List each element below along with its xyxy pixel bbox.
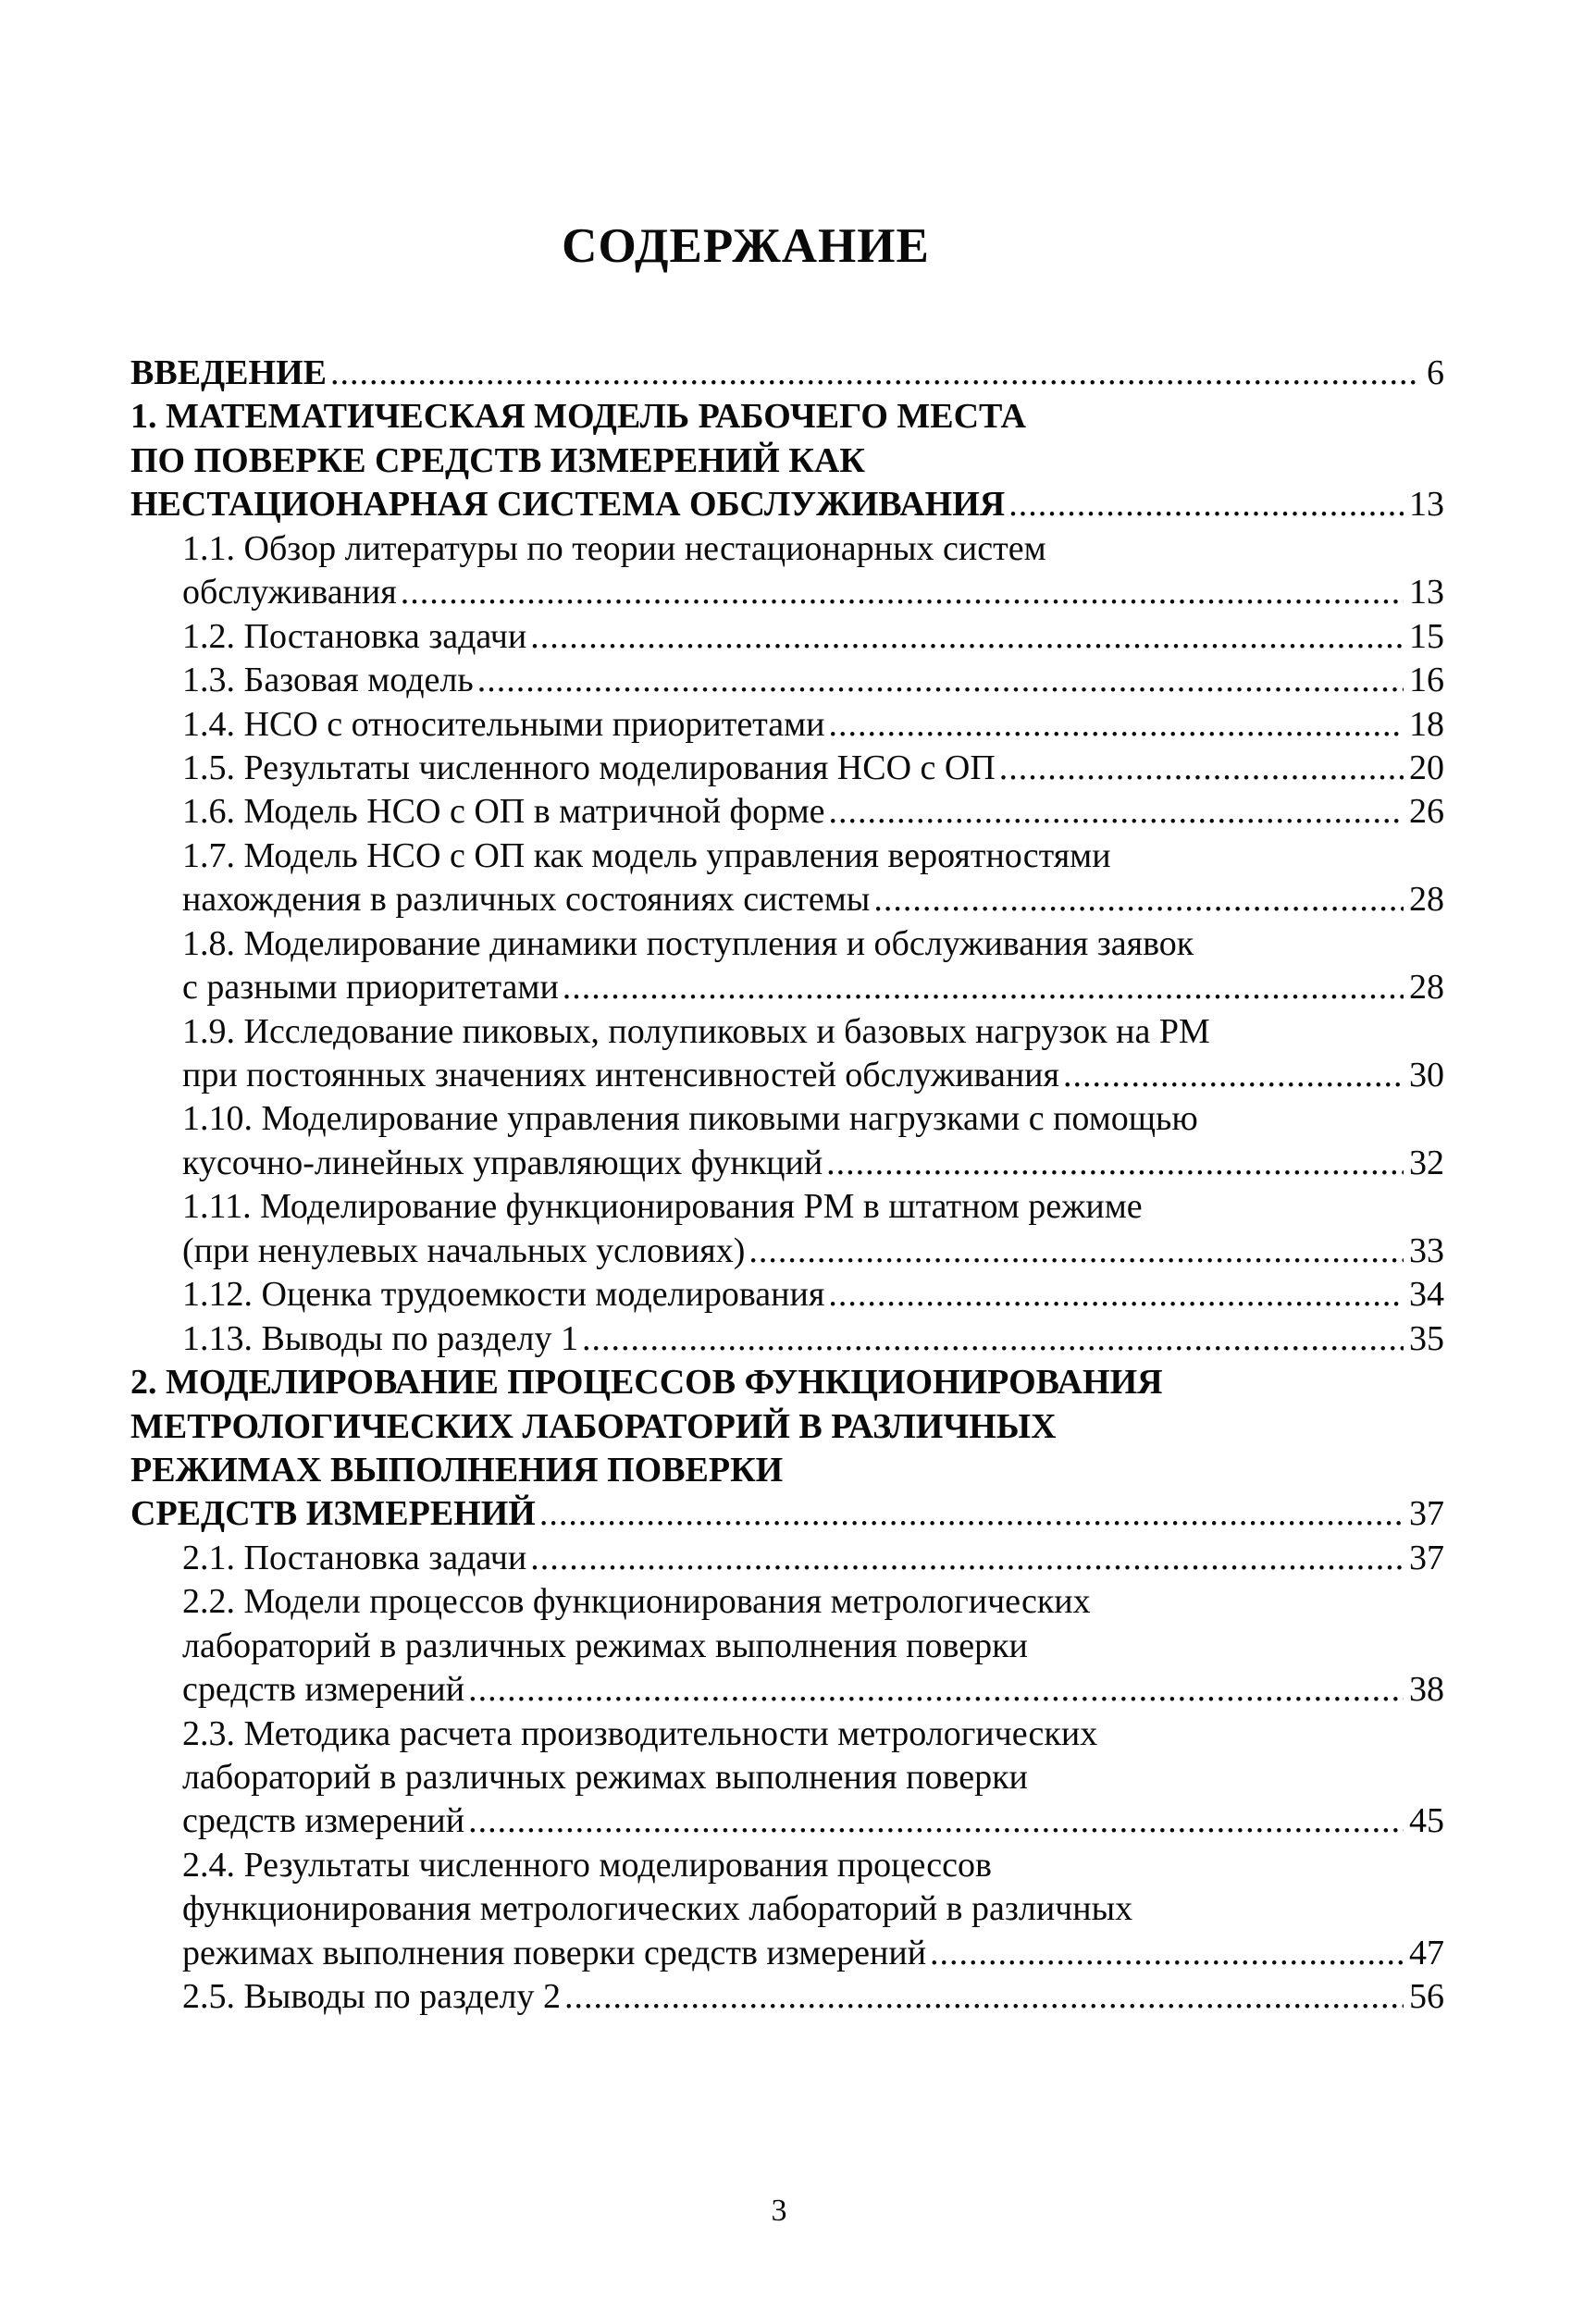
toc-page-number: 28: [1409, 880, 1444, 920]
toc-entry-line: [182, 659, 1444, 702]
toc-entry-title: 1.13. Выводы по разделу 1: [182, 1318, 579, 1358]
dot-leader: [564, 1975, 1404, 2019]
toc-entry-title: МЕТРОЛОГИЧЕСКИХ ЛАБОРАТОРИЙ В РАЗЛИЧНЫХ: [130, 1406, 1057, 1446]
toc-entry-line: [182, 1625, 1444, 1668]
toc-entry-line: [182, 527, 1444, 571]
toc-entry-title: 2.4. Результаты численного моделирования процессов: [182, 1845, 992, 1885]
toc-entry-title: с разными приоритетами: [182, 968, 559, 1008]
dot-leader: [999, 747, 1404, 790]
toc-entry-line: [130, 395, 1444, 439]
toc-subsection-entry[interactable]: [130, 1317, 1444, 1361]
toc-entry-title: лабораторий в различных режимах выполнения поверки: [182, 1758, 1028, 1797]
toc-entry-title: 1.10. Моделирование управления пиковыми нагрузками с помощью: [182, 1099, 1198, 1139]
toc-entry-title: ВВЕДЕНИЕ: [130, 353, 327, 392]
toc-entry-line: [182, 878, 1444, 921]
dot-leader: [330, 352, 1420, 395]
toc-page-number: 35: [1409, 1318, 1444, 1358]
toc-entry-line: [182, 747, 1444, 790]
toc-entry-line: [182, 1932, 1444, 1975]
toc-entry-line: [182, 1799, 1444, 1843]
toc-entry-title: при постоянных значениях интенсивностей обслуживания: [182, 1056, 1059, 1094]
dot-leader: [1008, 483, 1404, 526]
toc-page-number: 15: [1409, 616, 1444, 656]
dot-leader: [829, 703, 1404, 747]
toc-entry-line: [182, 922, 1444, 966]
toc-subsection-entry[interactable]: [130, 1712, 1444, 1844]
toc-entry-title: 1.1. Обзор литературы по теории нестационарных систем: [182, 528, 1046, 568]
toc-subsection-entry[interactable]: [130, 659, 1444, 702]
toc-subsection-entry[interactable]: [130, 1010, 1444, 1098]
toc-subsection-entry[interactable]: [130, 790, 1444, 834]
toc-entry-title: кусочно-линейных управляющих функций: [182, 1143, 823, 1182]
toc-entry-title: 1.7. Модель НСО с ОП как модель управления вероятностями: [182, 835, 1111, 875]
toc-subsection-entry[interactable]: [130, 1580, 1444, 1712]
dot-leader: [828, 1273, 1404, 1317]
toc-entry-line: [130, 439, 1444, 483]
toc-page-number: 45: [1409, 1801, 1444, 1841]
toc-subsection-entry[interactable]: [130, 1273, 1444, 1317]
toc-page-number: 34: [1409, 1275, 1444, 1315]
toc-page-number: 16: [1409, 661, 1444, 700]
toc-page-number: 56: [1409, 1977, 1444, 2017]
toc-entry-line: [182, 1844, 1444, 1887]
toc-entry-title: НЕСТАЦИОНАРНАЯ СИСТЕМА ОБСЛУЖИВАНИЯ: [130, 485, 1006, 525]
dot-leader: [873, 878, 1404, 921]
toc-entry-line: [182, 1668, 1444, 1712]
toc-entry-title: 1.3. Базовая модель: [182, 661, 474, 700]
toc-entry-line: [130, 1449, 1444, 1492]
toc-entry-title: средств измерений: [182, 1670, 465, 1710]
toc-entry-line: [182, 1887, 1444, 1931]
toc-entry-title: 1.12. Оценка трудоемкости моделирования: [182, 1275, 825, 1315]
toc-page-number: 13: [1409, 573, 1444, 612]
toc-entry-line: [182, 835, 1444, 878]
toc-page-number: 28: [1409, 968, 1444, 1008]
toc-entry-line: [182, 1756, 1444, 1799]
toc-entry-title: функционирования метрологических лабораторий в различных: [182, 1889, 1133, 1929]
toc-page-number: 33: [1409, 1230, 1444, 1270]
toc-entry-title: 1.8. Моделирование динамики поступления и обслуживания заявок: [182, 923, 1194, 963]
toc-subsection-entry[interactable]: [130, 703, 1444, 747]
toc-page-number: 38: [1409, 1670, 1444, 1710]
dot-leader: [468, 1668, 1404, 1712]
toc-entry-title: 2. МОДЕЛИРОВАНИЕ ПРОЦЕССОВ ФУНКЦИОНИРОВАНИЯ: [130, 1363, 1163, 1403]
toc-page-number: 32: [1409, 1143, 1444, 1182]
toc-entry-line: [182, 703, 1444, 747]
toc-entry-line: [182, 1317, 1444, 1361]
toc-entry-line: [130, 352, 1444, 395]
toc-entry-line: [182, 1142, 1444, 1185]
toc-entry-line: [182, 1580, 1444, 1624]
toc-entry-line: [182, 615, 1444, 659]
toc-subsection-entry[interactable]: [130, 1975, 1444, 2019]
toc-entry-line: [182, 1097, 1444, 1141]
toc-subsection-entry[interactable]: [130, 1185, 1444, 1273]
toc-page-number: 30: [1409, 1056, 1444, 1094]
toc-entry-line: [182, 1230, 1444, 1273]
toc-entry-line: [182, 966, 1444, 1009]
toc-entry-title: 1.11. Моделирование функционирования РМ в штатном режиме: [182, 1187, 1143, 1227]
toc-subsection-entry[interactable]: [130, 835, 1444, 922]
toc-entry-line: [182, 1010, 1444, 1054]
dot-leader: [930, 1932, 1404, 1975]
dot-leader: [828, 790, 1404, 834]
toc-page-number: 6: [1427, 353, 1444, 392]
toc-entry-line: [182, 1273, 1444, 1317]
toc-entry-title: 1.9. Исследование пиковых, полупиковых и базовых нагрузок на РМ: [182, 1011, 1210, 1051]
table-of-contents: [130, 352, 1444, 2020]
toc-entry-title: лабораторий в различных режимах выполнения поверки: [182, 1626, 1028, 1665]
dot-leader: [401, 571, 1404, 614]
dot-leader: [477, 659, 1404, 702]
toc-page-number: 37: [1409, 1538, 1444, 1577]
toc-entry-title: 2.1. Постановка задачи: [182, 1538, 527, 1577]
toc-section-entry[interactable]: [130, 1361, 1444, 1537]
toc-entry-line: [130, 1492, 1444, 1536]
toc-entry-line: [182, 1975, 1444, 2019]
toc-page-number: 37: [1409, 1494, 1444, 1534]
toc-page-number: 47: [1409, 1933, 1444, 1972]
toc-entry-title: 1.4. НСО с относительными приоритетами: [182, 704, 825, 744]
dot-leader: [582, 1317, 1404, 1361]
toc-entry-title: (при ненулевых начальных условиях): [182, 1230, 746, 1270]
toc-entry-line: [182, 1185, 1444, 1229]
page-title: СОДЕРЖАНИЕ: [562, 219, 930, 273]
dot-leader: [530, 1537, 1404, 1580]
toc-subsection-entry[interactable]: [130, 922, 1444, 1010]
toc-entry-title: 1. МАТЕМАТИЧЕСКАЯ МОДЕЛЬ РАБОЧЕГО МЕСТА: [130, 397, 1026, 437]
toc-entry-line: [130, 483, 1444, 526]
toc-entry-title: 1.2. Постановка задачи: [182, 616, 527, 656]
toc-entry-title: ПО ПОВЕРКЕ СРЕДСТВ ИЗМЕРЕНИЙ КАК: [130, 440, 865, 480]
toc-entry-title: нахождения в различных состояниях системы: [182, 880, 871, 920]
toc-subsection-entry[interactable]: [130, 527, 1444, 615]
dot-leader: [468, 1799, 1404, 1843]
toc-entry-title: РЕЖИМАХ ВЫПОЛНЕНИЯ ПОВЕРКИ: [130, 1450, 784, 1490]
toc-entry-line: [182, 1537, 1444, 1580]
toc-entry-title: 1.5. Результаты численного моделирования НСО с ОП: [182, 748, 996, 787]
toc-subsection-entry[interactable]: [130, 1097, 1444, 1185]
dot-leader: [1063, 1054, 1404, 1097]
toc-entry-line: [130, 1405, 1444, 1449]
toc-section-entry[interactable]: [130, 395, 1444, 526]
page-number: 3: [771, 2194, 787, 2228]
toc-subsection-entry[interactable]: [130, 1844, 1444, 1975]
toc-entry-title: СРЕДСТВ ИЗМЕРЕНИЙ: [130, 1494, 536, 1534]
toc-entry-title: 1.6. Модель НСО с ОП в матричной форме: [182, 792, 825, 832]
toc-entry-line: [182, 571, 1444, 614]
toc-page-number: 26: [1409, 792, 1444, 832]
dot-leader: [539, 1492, 1404, 1536]
toc-entry-line: [182, 1712, 1444, 1756]
toc-page-number: 20: [1409, 748, 1444, 787]
toc-entry-title: обслуживания: [182, 573, 397, 612]
dot-leader: [749, 1230, 1404, 1273]
dot-leader: [563, 966, 1404, 1009]
dot-leader: [826, 1142, 1404, 1185]
toc-page-number: 18: [1409, 704, 1444, 744]
toc-entry-title: 2.5. Выводы по разделу 2: [182, 1977, 562, 2017]
toc-entry-title: средств измерений: [182, 1801, 465, 1841]
toc-page-number: 13: [1409, 485, 1444, 525]
toc-entry-line: [182, 790, 1444, 834]
toc-entry-line: [182, 1054, 1444, 1097]
toc-entry-title: режимах выполнения поверки средств измерений: [182, 1933, 927, 1972]
toc-subsection-entry[interactable]: [130, 747, 1444, 790]
toc-entry-title: 2.3. Методика расчета производительности метрологических: [182, 1713, 1098, 1753]
toc-entry-line: [130, 1361, 1444, 1404]
toc-entry-title: 2.2. Модели процессов функционирования метрологических: [182, 1582, 1091, 1622]
dot-leader: [530, 615, 1404, 659]
toc-subsection-entry[interactable]: [130, 615, 1444, 659]
toc-subsection-entry[interactable]: [130, 1537, 1444, 1580]
toc-section-entry[interactable]: [130, 352, 1444, 395]
